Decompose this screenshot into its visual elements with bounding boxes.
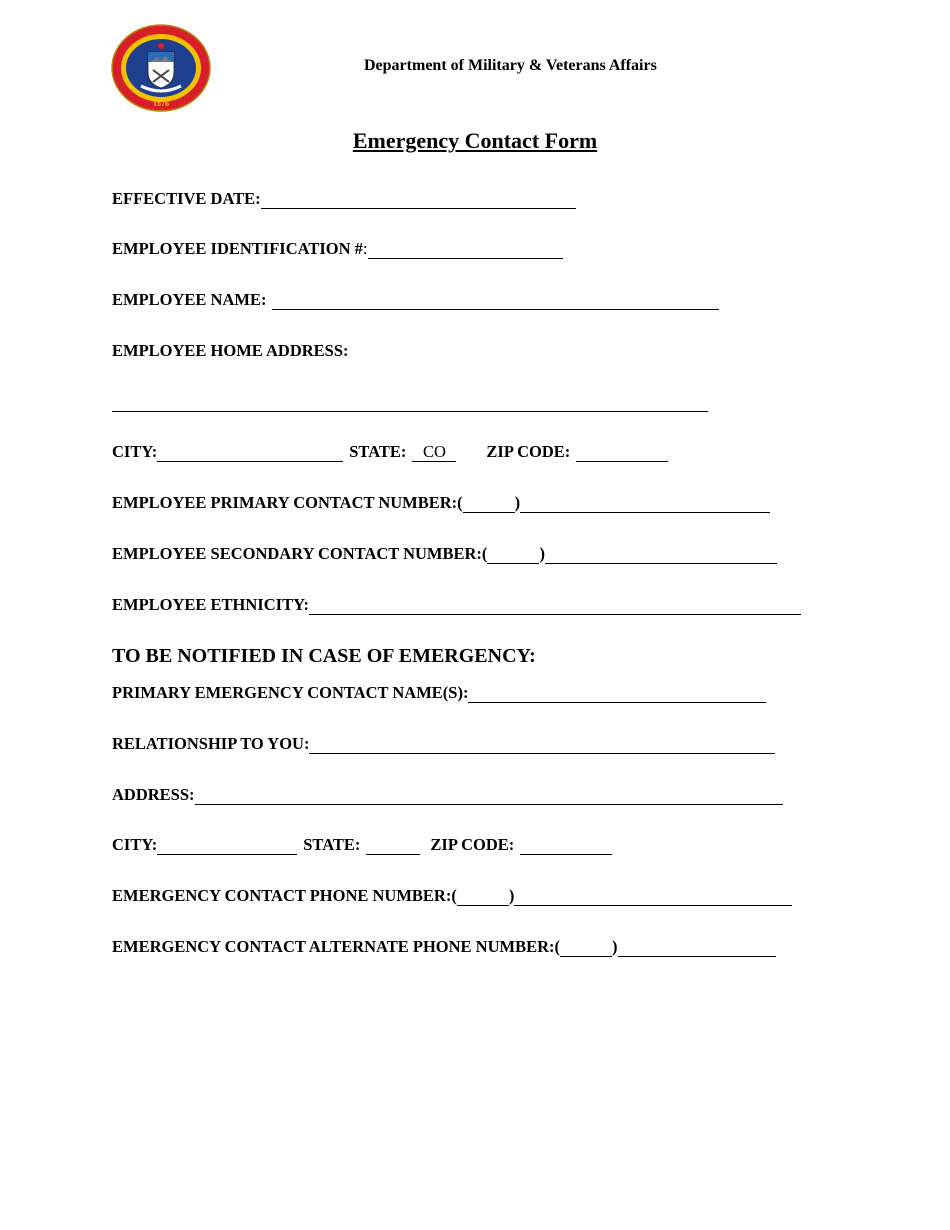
effective-date-label: EFFECTIVE DATE: (112, 189, 261, 208)
emergency-state-input[interactable] (366, 838, 420, 855)
employee-name-row (112, 288, 719, 310)
emergency-alt-phone-label: EMERGENCY CONTACT ALTERNATE PHONE NUMBER:( (112, 937, 560, 956)
primary-contact-label: EMPLOYEE PRIMARY CONTACT NUMBER:( (112, 493, 463, 512)
secondary-area-code-input[interactable] (487, 547, 539, 564)
employee-id-colon: : (362, 239, 368, 258)
effective-date-row (112, 187, 576, 209)
employee-state-label: STATE: (349, 442, 407, 461)
primary-phone-input[interactable] (520, 496, 770, 513)
employee-city-state-zip-row (112, 440, 668, 462)
primary-area-code-input[interactable] (463, 496, 515, 513)
employee-id-row (112, 237, 563, 259)
emergency-state-label: STATE: (303, 835, 361, 854)
employee-id-input[interactable] (368, 242, 563, 259)
emergency-alt-area-code-input[interactable] (560, 940, 612, 957)
employee-name-label: EMPLOYEE NAME: (112, 290, 267, 309)
employee-zip-label: ZIP CODE: (486, 442, 571, 461)
emergency-phone-label: EMERGENCY CONTACT PHONE NUMBER:( (112, 886, 457, 905)
home-address-row (112, 339, 349, 361)
emergency-phone-input[interactable] (514, 889, 792, 906)
emergency-area-code-input[interactable] (457, 889, 509, 906)
emergency-contact-name-input[interactable] (468, 686, 766, 703)
secondary-paren-close: ) (539, 544, 545, 563)
relationship-row (112, 732, 775, 754)
state-seal-logo (111, 24, 211, 112)
primary-paren-close: ) (514, 493, 521, 512)
employee-name-input[interactable] (272, 293, 719, 310)
secondary-contact-row (112, 542, 777, 564)
home-address-line-row (112, 390, 708, 412)
emergency-phone-row (112, 884, 792, 906)
emergency-alt-phone-row (112, 935, 776, 957)
emergency-alt-paren-close: ) (612, 937, 618, 956)
relationship-input[interactable] (309, 737, 775, 754)
emergency-alt-phone-input[interactable] (618, 940, 776, 957)
emergency-contact-name-row (112, 681, 766, 703)
employee-city-input[interactable] (157, 445, 343, 462)
emergency-address-label: ADDRESS: (112, 785, 195, 804)
emergency-address-row (112, 783, 783, 805)
form-title: Emergency Contact Form (352, 128, 598, 153)
emergency-city-label: CITY: (112, 835, 158, 854)
ethnicity-label: EMPLOYEE ETHNICITY: (112, 595, 309, 614)
emergency-section-title: TO BE NOTIFIED IN CASE OF EMERGENCY: (112, 645, 536, 667)
secondary-contact-label: EMPLOYEE SECONDARY CONTACT NUMBER:( (112, 544, 488, 563)
emergency-city-input[interactable] (157, 838, 297, 855)
home-address-input[interactable] (112, 395, 708, 412)
employee-state-input[interactable]: CO (412, 443, 456, 462)
emergency-contact-name-label: PRIMARY EMERGENCY CONTACT NAME(S): (112, 683, 469, 702)
relationship-label: RELATIONSHIP TO YOU: (112, 734, 310, 753)
emergency-zip-label: ZIP CODE: (430, 835, 515, 854)
home-address-label: EMPLOYEE HOME ADDRESS: (112, 341, 349, 360)
emergency-zip-input[interactable] (520, 838, 612, 855)
secondary-phone-input[interactable] (545, 547, 777, 564)
primary-contact-row (112, 491, 770, 513)
employee-id-label: EMPLOYEE IDENTIFICATION # (112, 239, 363, 258)
effective-date-input[interactable] (261, 192, 576, 209)
seal-year: 1876 (153, 99, 169, 108)
ethnicity-input[interactable] (309, 598, 801, 615)
employee-zip-input[interactable] (576, 445, 668, 462)
emergency-paren-close: ) (508, 886, 515, 905)
employee-city-label: CITY: (112, 442, 158, 461)
department-name: Department of Military & Veterans Affairs (364, 57, 657, 74)
emergency-city-state-zip-row (112, 833, 612, 855)
ethnicity-row (112, 593, 801, 615)
emergency-address-input[interactable] (195, 788, 783, 805)
